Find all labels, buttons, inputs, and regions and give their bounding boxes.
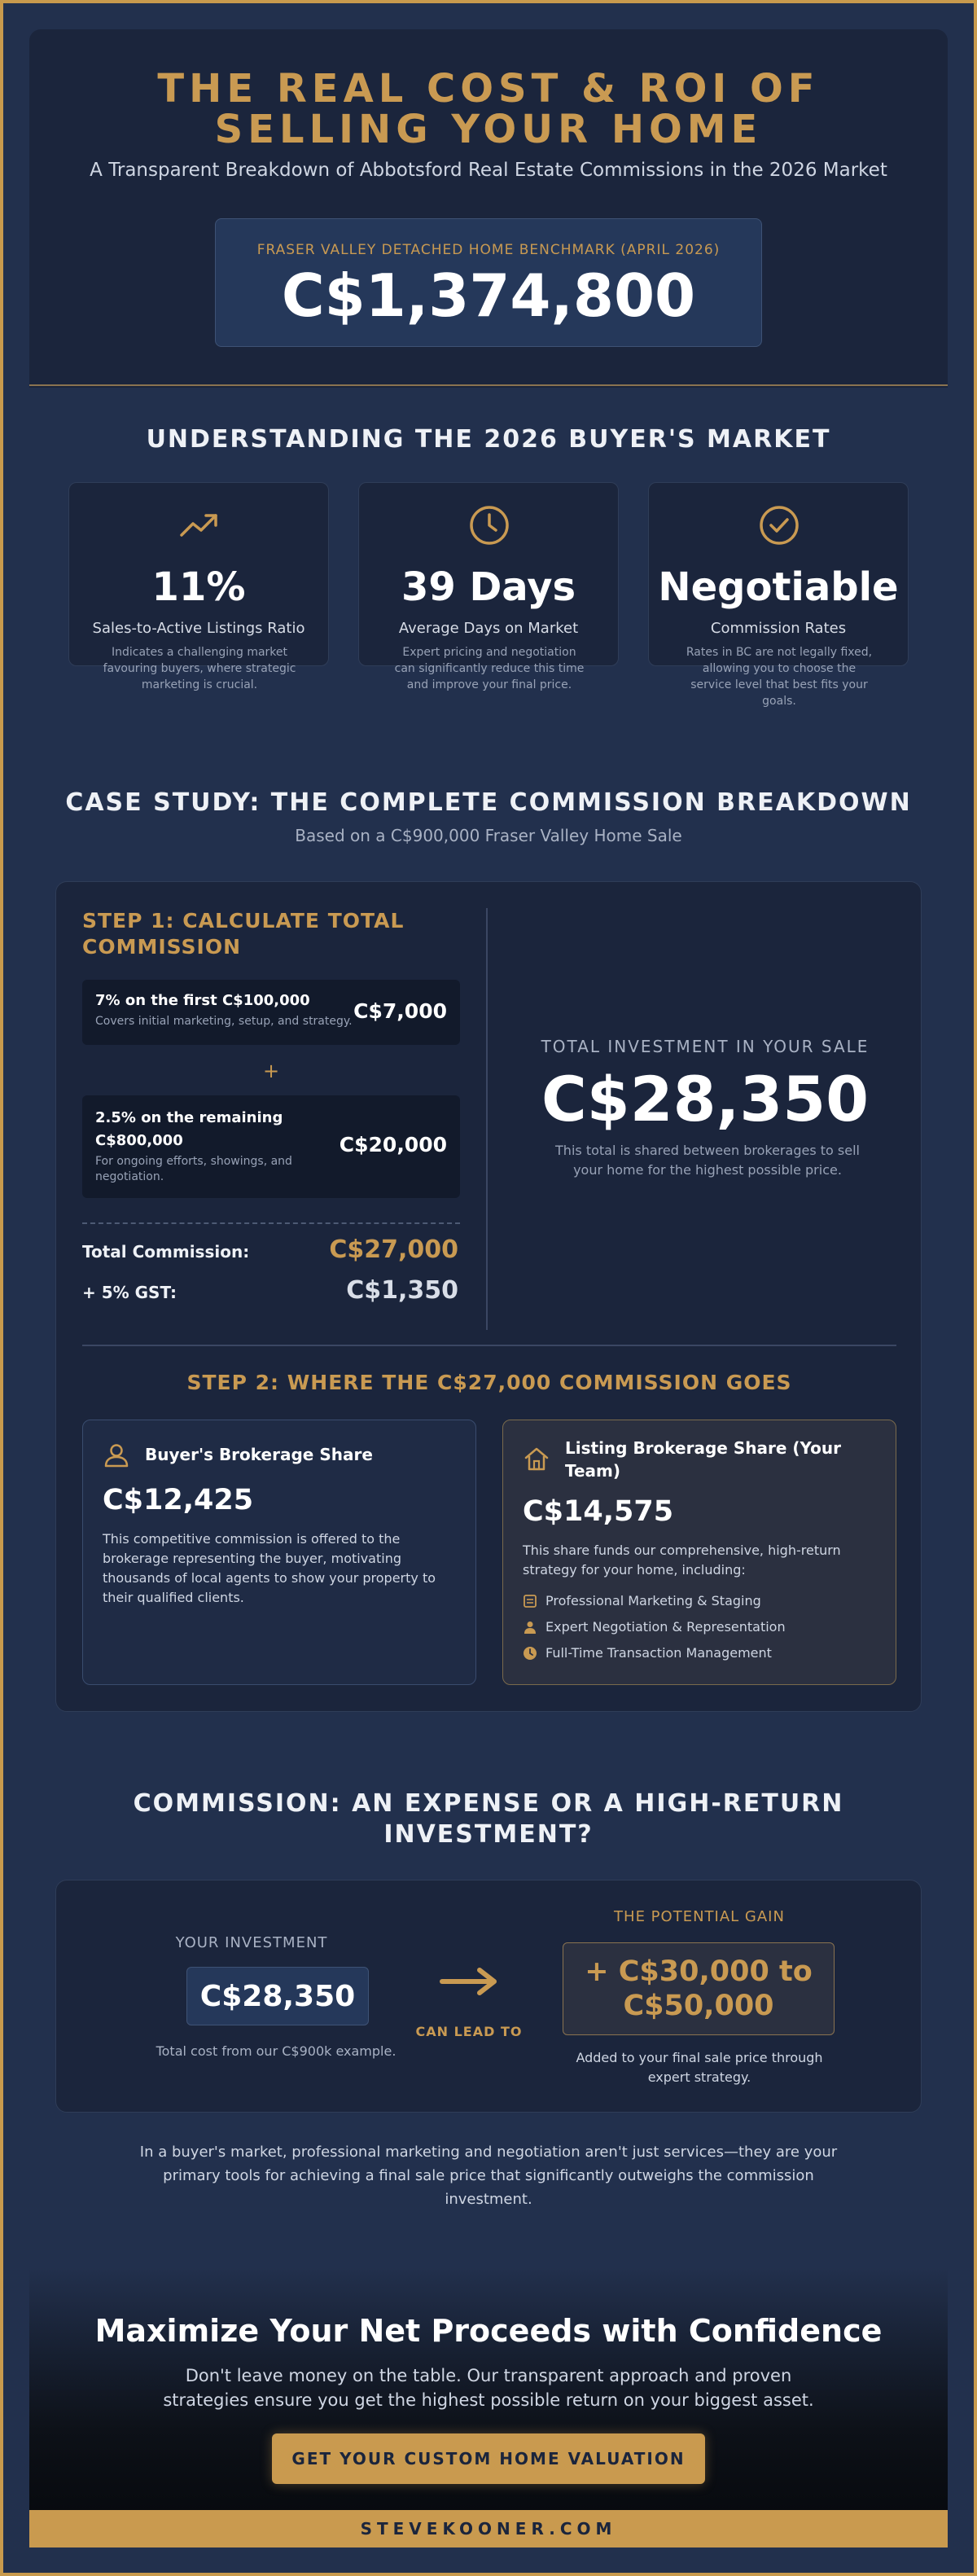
arrow-label: CAN LEAD TO [415,2024,523,2039]
gain-value [563,1942,835,2035]
cta-section [29,2267,948,2538]
hero-divider [29,384,948,386]
home-icon [523,1445,550,1472]
stat-value: Negotiable [658,564,899,610]
roi-title-line-2: INVESTMENT? [383,1820,594,1849]
roi-card [55,1880,922,2113]
stat-value: 39 Days [401,564,576,610]
investment-note: Total cost from our C$900k example. [156,2043,396,2059]
dashed-divider [82,1222,460,1224]
benchmark-card [215,218,762,347]
arrow-right-icon [439,1965,499,1998]
roi-title-line-1: COMMISSION: AN EXPENSE OR A HIGH-RETURN [133,1789,844,1818]
total-investment-label: TOTAL INVESTMENT IN YOUR SALE [541,1037,870,1056]
footer-site-link[interactable]: STEVEKOONER.COM [29,2510,948,2547]
infographic [29,29,948,2547]
benchmark-value: C$1,374,800 [281,261,696,330]
stat-description: Indicates a challenging market favouring buyers, where strategic marketing is crucial. [103,646,296,691]
tier-title: 7% on the first C$100,000 [95,992,310,1009]
stat-card-commission [648,482,909,708]
listing-brokerage-card [502,1420,896,1685]
cta-title: Maximize Your Net Proceeds with Confidence [94,2313,883,2349]
buyer-share-description: This competitive commission is offered to the brokerage representing the buyer, motivating thousands of local agents to show your property to their qualified clients. [103,1531,436,1605]
clock-filled-icon [523,1646,537,1661]
feature-label: Professional Marketing & Staging [545,1593,761,1608]
buyer-share-value: C$12,425 [103,1484,254,1516]
gst-value: C$1,350 [346,1276,458,1305]
title-line-2: SELLING YOUR HOME [214,107,763,152]
investment-label: YOUR INVESTMENT [175,1934,328,1951]
stat-label: Average Days on Market [398,620,579,637]
tier-description: For ongoing efforts, showings, and negotiation. [95,1155,292,1183]
stat-label: Sales-to-Active Listings Ratio [92,620,305,637]
user-icon [103,1442,130,1469]
feature-label: Expert Negotiation & Representation [545,1619,786,1635]
section-divider [82,1345,896,1346]
total-commission-label: Total Commission: [82,1242,250,1262]
total-investment-description: This total is shared between brokerages to sell your home for the highest possible price. [555,1143,860,1178]
gain-line-2: C$50,000 [623,1990,774,2022]
case-study-subtitle: Based on a C$900,000 Fraser Valley Home Sale [295,826,682,845]
step1-title: STEP 1: CALCULATE TOTAL COMMISSION [82,909,405,959]
page-title [29,68,948,150]
market-section-title: UNDERSTANDING THE 2026 BUYER'S MARKET [146,425,831,454]
tier-amount: C$7,000 [353,999,447,1023]
user-icon [523,1620,537,1635]
stat-description: Expert pricing and negotiation can significantly reduce this time and improve your final price. [394,646,585,691]
cta-subtitle: Don't leave money on the table. Our transparent approach and proven strategies ensure you get the highest possible return on your biggest asset. [163,2366,814,2410]
check-circle-icon [758,504,800,546]
listing-share-value: C$14,575 [523,1495,674,1528]
stat-label: Commission Rates [710,620,847,637]
clipboard-icon [523,1594,537,1608]
hero-section [29,29,948,388]
roi-section-title [29,1788,948,1850]
buyer-brokerage-card [82,1420,476,1685]
tier-description: Covers initial marketing, setup, and strategy. [95,1015,353,1028]
feature-label: Full-Time Transaction Management [545,1645,772,1661]
stat-value: 11% [151,564,246,610]
clock-icon [468,504,510,546]
plus-sign: + [262,1060,280,1082]
stat-card-ratio [68,482,329,691]
trending-up-icon [178,504,221,546]
title-line-1: THE REAL COST & ROI OF [157,66,820,112]
tier-amount: C$20,000 [339,1133,447,1156]
total-investment-value: C$28,350 [541,1063,869,1135]
case-study-title: CASE STUDY: THE COMPLETE COMMISSION BREAKDOWN [65,788,912,817]
gst-label: + 5% GST: [82,1283,177,1302]
investment-value: C$28,350 [186,1967,369,2025]
commission-tier-1 [82,980,460,1045]
step2-title: STEP 2: WHERE THE C$27,000 COMMISSION GOES [186,1371,792,1394]
roi-paragraph: In a buyer's market, professional marketing and negotiation aren't just services—they are your primary tools for achieving a final sale price that significantly outweighs the commission investment. [139,2144,838,2208]
buyer-share-title: Buyer's Brokerage Share [145,1445,373,1464]
tier-title: 2.5% on the remaining C$800,000 [95,1109,283,1149]
gain-note: Added to your final sale price through expert strategy. [576,2050,823,2085]
stat-description: Rates in BC are not legally fixed, allowing you to choose the service level that best fits your goals. [686,646,873,708]
total-commission-value: C$27,000 [329,1235,458,1264]
listing-share-title: Listing Brokerage Share (Your Team) [565,1438,841,1481]
benchmark-label: FRASER VALLEY DETACHED HOME BENCHMARK (APRIL 2026) [256,242,721,258]
commission-tier-2 [82,1095,460,1198]
page-subtitle: A Transparent Breakdown of Abbotsford Real Estate Commissions in the 2026 Market [90,160,887,181]
listing-share-description: This share funds our comprehensive, high-return strategy for your home, including: [523,1543,841,1578]
stat-card-days [358,482,619,691]
get-valuation-button[interactable]: GET YOUR CUSTOM HOME VALUATION [272,2433,705,2484]
gain-line-1: + C$30,000 to [585,1955,813,1988]
gain-label: THE POTENTIAL GAIN [614,1908,785,1925]
case-study-card [55,881,922,1712]
